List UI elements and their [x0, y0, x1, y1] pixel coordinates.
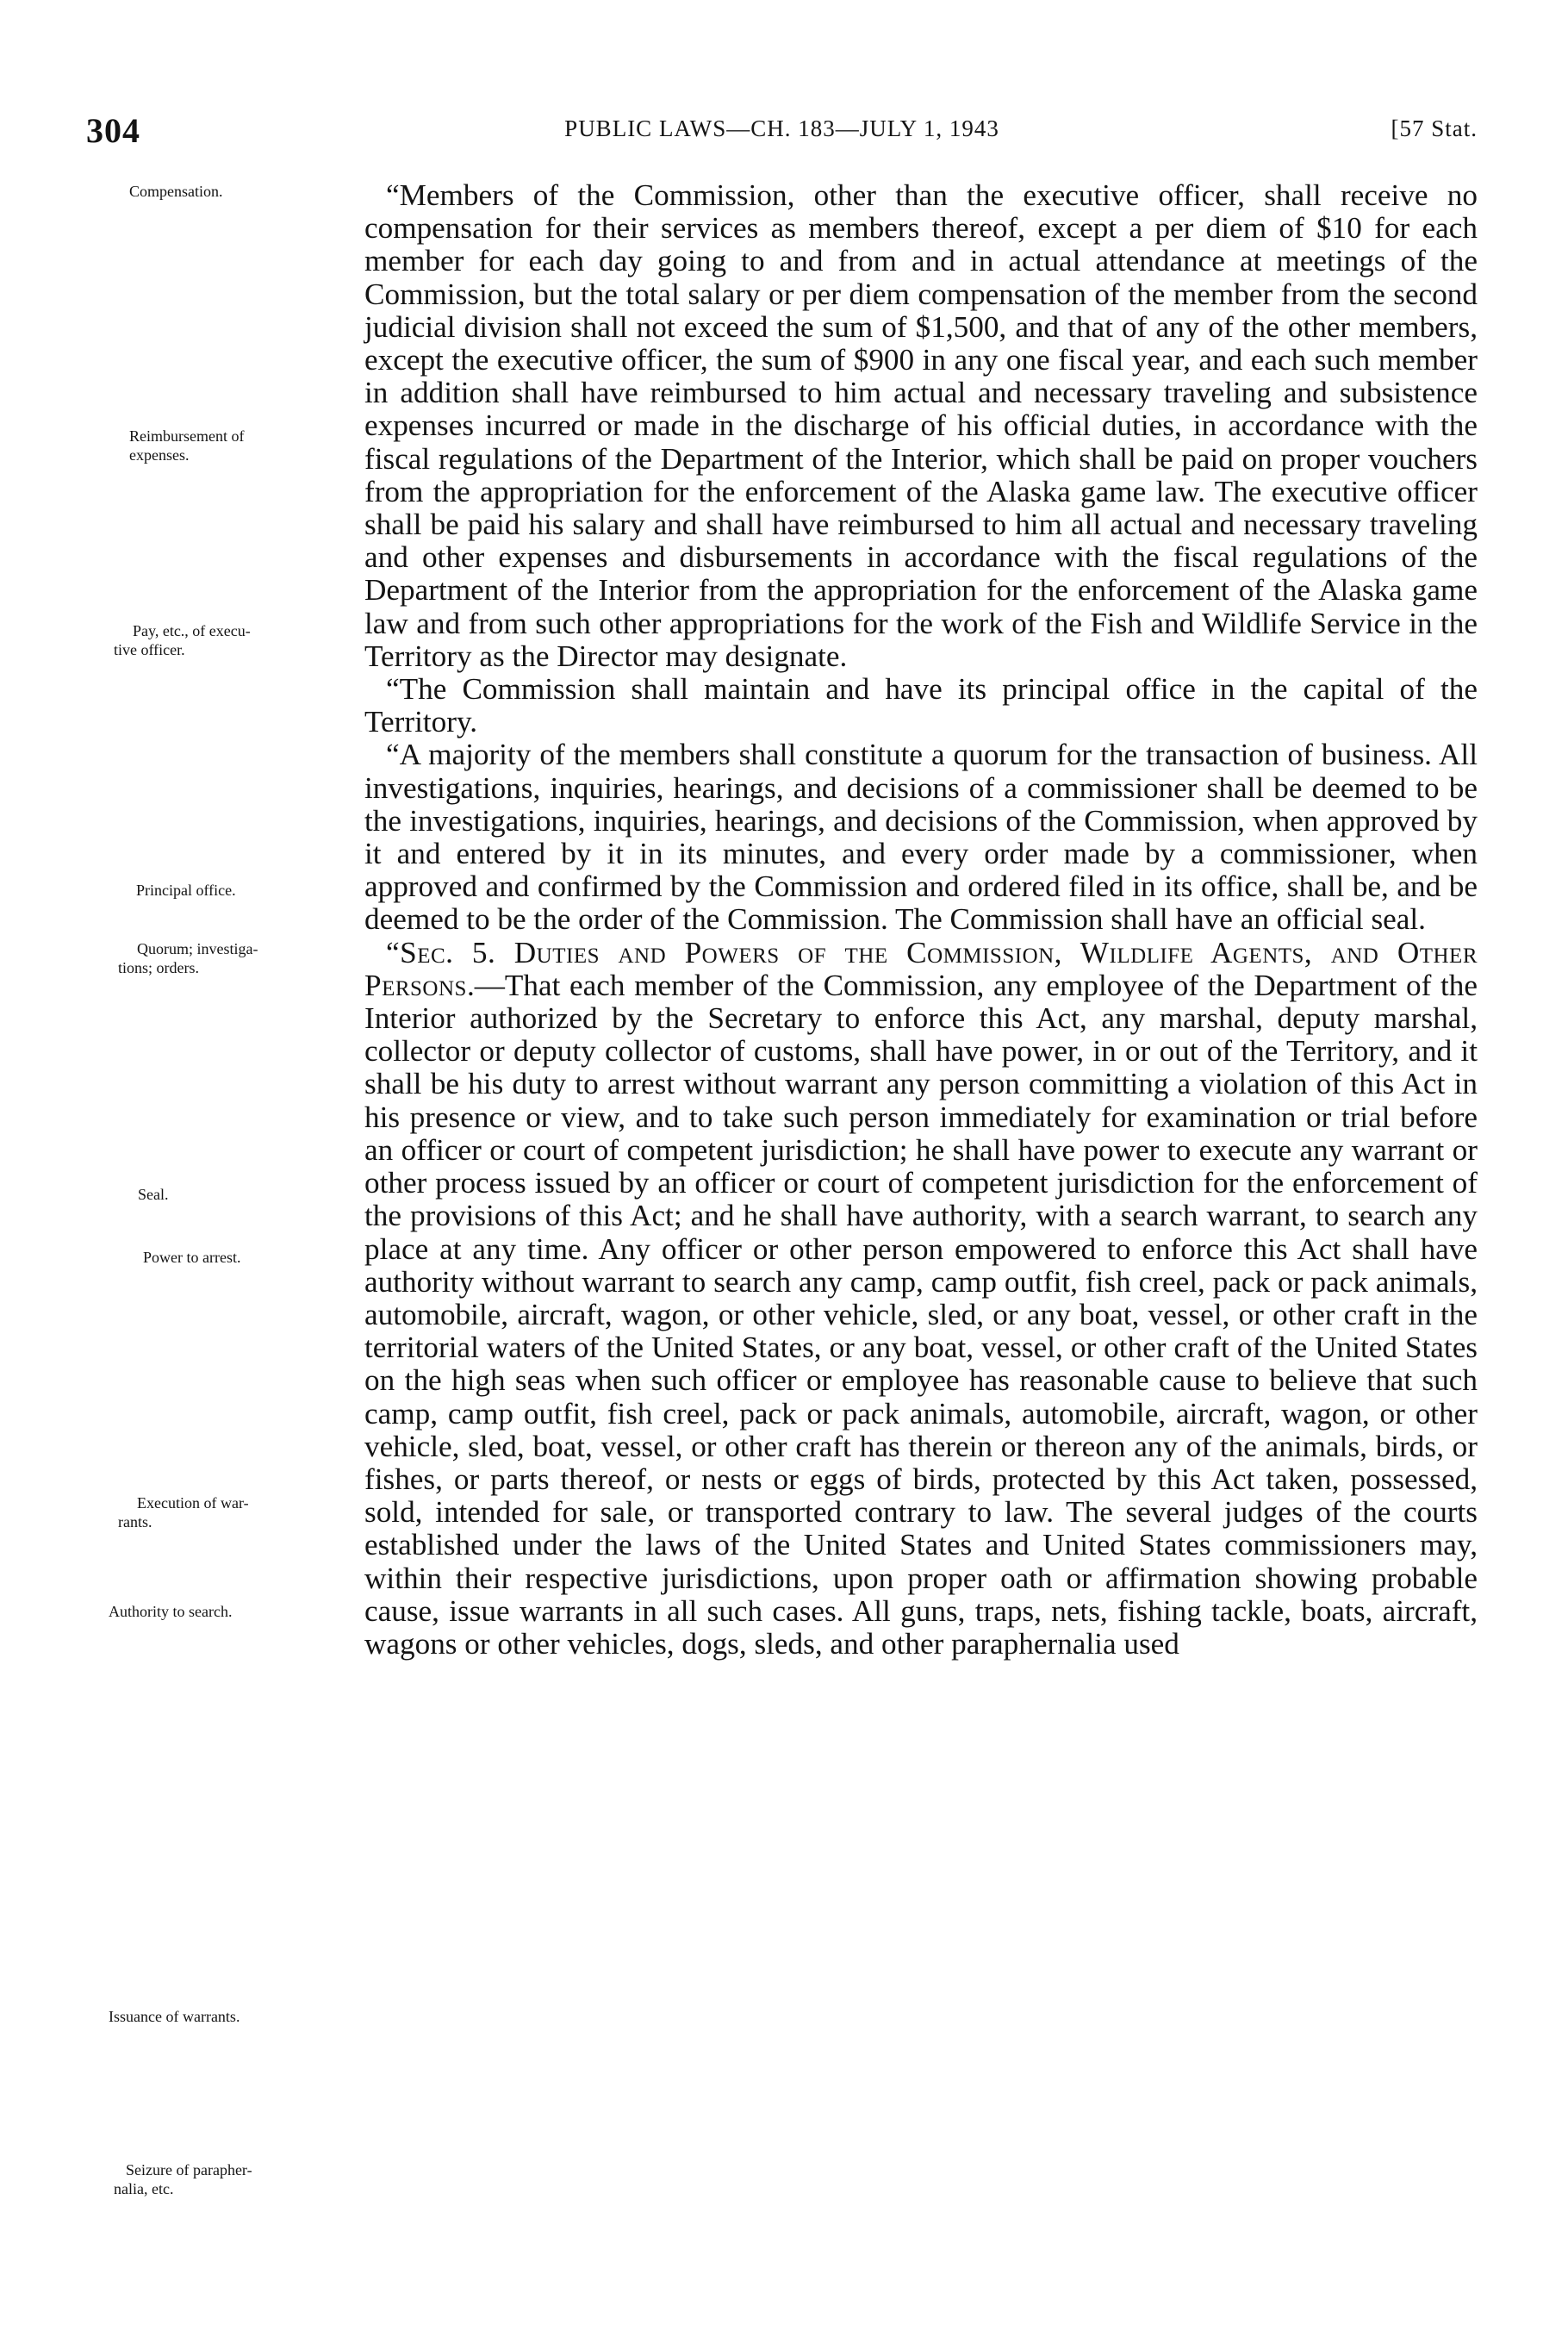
margin-note-seal: Seal.: [138, 1186, 169, 1203]
paragraph-quorum: “A majority of the members shall constitute a quorum for the transaction of business. All investigations, inquiries, hearings, and decisions of a commissioner shall be deemed to be the investigations, inquiries, hearings, and decisions of the Commission, when approved by it and entered by it in its minutes, and every order made by a commissioner, when approved and confirmed by the Commission and ordered filed in its office, shall be, and be deemed to be the order of the Commission. The Commission shall have an official seal.: [364, 738, 1478, 937]
section-heading: Duties and Powers of the Commission, Wildlife Agents, and Other Persons: [364, 935, 1478, 1002]
paragraph-compensation: “Members of the Commission, other than the executive officer, shall receive no compensation for their services as members thereof, except a per diem of $10 for each member for each day going to and from and in actual attendance at meetings of the Commission, but the total salary or per diem compensation of the member from the second judicial division shall not exceed the sum of $1,500, and that of any of the other members, except the executive officer, the sum of $900 in any one fiscal year, and each such member in addition shall have reimbursed to him actual and necessary traveling and subsistence expenses incurred or made in the discharge of his official duties, in accordance with the fiscal regulations of the Department of the Interior, which shall be paid on proper vouchers from the appropriation for the enforcement of the Alaska game law. The executive officer shall be paid his salary and shall have reimbursed to him all actual and necessary traveling and other expenses and disbursements in accordance with the fiscal regulations of the Department of the Interior from the appropriation for the enforcement of the Alaska game law and from such other appropriations for the work of the Fish and Wildlife Service in the Territory as the Director may designate.: [364, 178, 1478, 673]
margin-note-pay-executive-officer: [114, 621, 364, 659]
margin-note-line: tive officer.: [114, 641, 185, 658]
margin-note-principal-office: Principal office.: [136, 882, 236, 899]
running-head: PUBLIC LAWS—CH. 183—JULY 1, 1943: [564, 115, 999, 141]
section-text: .—That each member of the Commission, any employee of the Department of the Interior authorized by the Secretary to enforce this Act, any marshal, deputy marshal, collector or deputy collector of customs, shall have power, in or out of the Territory, and it shall be his duty to arrest without warrant any person committing a violation of this Act in his presence or view, and to take such person immediately for examination or trial before an officer or court of competent jurisdiction; he shall have power to execute any warrant or other process issued by an officer or court of competent jurisdiction for the enforcement of the provisions of this Act; and he shall have authority, with a search warrant, to search any place at any time. Any officer or other person empowered to enforce this Act shall have authority without warrant to search any camp, camp outfit, fish creel, pack or pack animals, automobile, aircraft, wagon, or other vehicle, sled, or any boat, vessel, or other craft in the territorial waters of the United States, or any boat, vessel, or other craft of the United States on the high seas when such officer or employee has reasonable cause to believe that such camp, camp outfit, fish creel, pack or pack animals, automobile, aircraft, wagon, or other vehicle, sled, boat, vessel, or other craft has therein or thereon any of the animals, birds, or fishes, or parts thereof, or nests or eggs of birds, protected by this Act taken, possessed, sold, intended for sale, or transported contrary to law. The several judges of the courts established under the laws of the United States and United States commissioners may, within their respective jurisdictions, upon proper oath or affirmation showing probable cause, issue warrants in all such cases. All guns, traps, nets, fishing tackle, boats, aircraft, wagons or other vehicles, dogs, sleds, and other paraphernalia used: [364, 968, 1478, 1661]
body-text: [364, 179, 1478, 1661]
margin-note-power-to-arrest: Power to arrest.: [143, 1249, 241, 1266]
margin-note-line: expenses.: [129, 446, 190, 464]
margin-note-authority-to-search: Authority to search.: [109, 1603, 233, 1620]
section-number: “Sec. 5.: [386, 935, 514, 969]
margin-note-line: nalia, etc.: [114, 2180, 174, 2197]
margin-note-line: tions; orders.: [118, 959, 199, 976]
margin-note-line: Seizure of parapher-: [126, 2161, 252, 2179]
margin-note-line: Reimbursement of: [129, 427, 245, 445]
margin-note-issuance-of-warrants: Issuance of warrants.: [109, 2008, 240, 2025]
margin-notes: [0, 0, 362, 2325]
margin-note-execution-of-warrants: [118, 1493, 368, 1531]
margin-note-line: Quorum; investiga-: [137, 940, 258, 957]
margin-note-compensation: Compensation.: [129, 183, 223, 200]
margin-note-seizure-of-paraphernalia: [114, 2160, 364, 2198]
volume-reference: [57 Stat.: [1391, 115, 1478, 141]
margin-note-quorum: [118, 939, 368, 977]
margin-note-line: Execution of war-: [137, 1494, 249, 1512]
margin-note-reimbursement: [129, 427, 379, 464]
paragraph-section-5: [364, 937, 1478, 1661]
paragraph-principal-office: “The Commission shall maintain and have its principal office in the capital of the Territory.: [364, 672, 1478, 739]
margin-note-line: rants.: [118, 1513, 152, 1530]
margin-note-line: Pay, etc., of execu-: [133, 622, 251, 639]
page-number: 304: [86, 111, 140, 150]
